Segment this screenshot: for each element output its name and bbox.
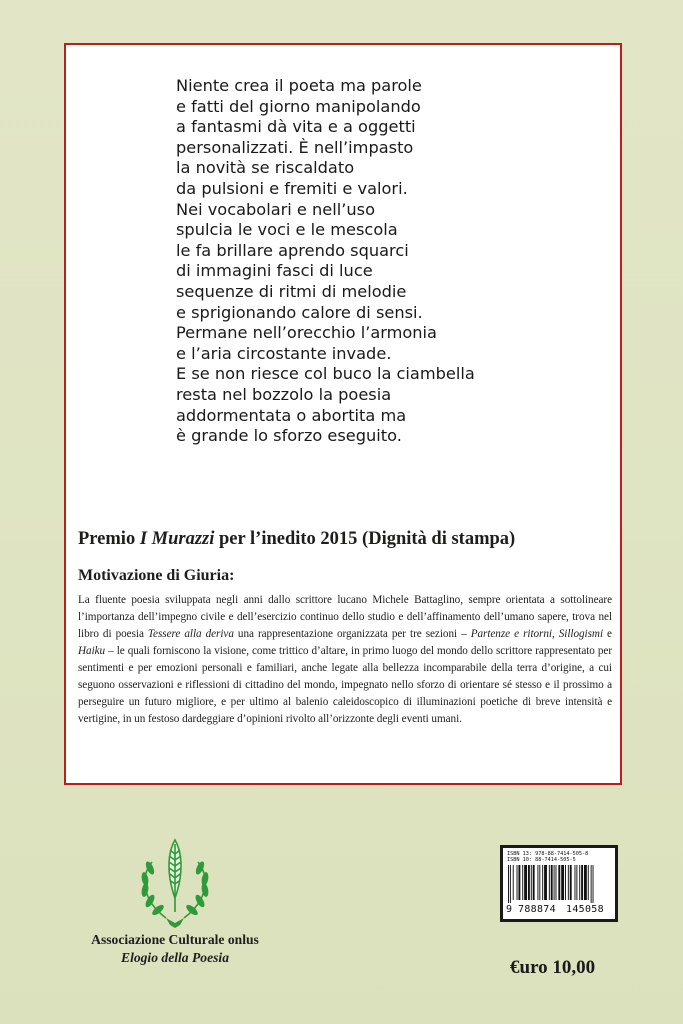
barcode-bar [549,865,550,900]
barcode-bar [558,865,560,900]
barcode-bar [524,865,527,900]
barcode-digit-first: 9 [506,904,513,915]
poem-line: sequenze di ritmi di melodie [176,281,407,301]
barcode-bar [510,865,511,903]
barcode-bar [593,865,594,903]
poem-line: resta nel bozzolo la poesia [176,384,392,404]
barcode-bar [584,865,587,900]
barcode-bar [575,865,576,900]
laurel-feather-logo-icon [130,832,220,932]
barcode-digits-group-1: 788874 [518,904,556,915]
prize-name: I Murazzi [139,529,215,549]
barcode-bar [565,865,566,900]
barcode-digits-group-2: 145058 [566,904,604,915]
book-title: Tessere alla deriva [147,628,234,640]
separator: e [603,628,612,640]
barcode-bar [539,865,540,900]
barcode-bar [554,865,555,900]
poem-line: addormentata o abortita ma [176,405,407,425]
barcode-bar [528,865,530,900]
barcode-bar [513,865,514,900]
publisher-subtitle: Elogio della Poesia [121,950,229,965]
poem-line: spulcia le voci e le mescola [176,220,398,240]
barcode-bar [556,865,557,900]
prize-heading [78,529,515,550]
poem-line: e fatti del giorno manipolando [176,96,421,116]
poem-line: le fa brillare aprendo squarci [176,240,409,260]
isbn-barcode [500,845,618,922]
poem-line: e sprigionando calore di sensi. [176,302,423,322]
separator: , [551,628,559,640]
price-label: €uro 10,00 [510,957,596,978]
barcode-bar [508,865,509,903]
barcode-bar [522,865,523,900]
section-partenze: Partenze e ritorni [470,628,552,640]
barcode-bar [518,865,520,900]
barcode-bar [533,865,535,900]
poem-line: a fantasmi dà vita e a oggetti [176,117,416,137]
prize-prefix: Premio [78,529,140,549]
poem-line: e l’aria circostante invade. [176,343,392,363]
motivation-part-2: una rappresentazione organizzata per tre sezioni – [233,628,471,640]
barcode-bars-icon [508,865,612,903]
barcode-bar [542,865,543,900]
publisher-name: Associazione Culturale onlus [91,932,259,947]
motivation-text [78,592,612,728]
isbn13-label: ISBN 13: 978-88-7414-505-8 [507,851,589,857]
poem-line: la novità se riscaldato [176,158,355,178]
section-haiku: Haiku [78,645,106,657]
poem-line: Permane nell’orecchio l’armonia [176,323,437,343]
barcode-bar [570,865,572,900]
section-sillogismi: Sillogismi [558,628,604,640]
motivation-title: Motivazione di Giuria: [78,567,235,584]
barcode-bar [537,865,538,900]
barcode-bar [551,865,553,900]
poem-line: E se non riesce col buco la ciambella [176,364,475,384]
barcode-bar [544,865,547,900]
barcode-bar [581,865,583,900]
poem-line: Nei vocabolari e nell’uso [176,199,375,219]
barcode-bar [517,865,518,900]
poem-line: da pulsioni e fremiti e valori. [176,178,408,198]
poem [176,76,475,447]
motivation-part-1: La fluente poesia sviluppata negli anni dallo scrittore lucano Michele Battaglino, sempre orientata a sottolineare l’importanza dell’impegno civile e dell’esercizio continuo dello studio e dell’affinamento dell’umano sapere, trova nel libro di poesia [78,594,612,640]
poem-line: è grande lo sforzo eseguito. [176,426,402,446]
barcode-bar [561,865,564,900]
text-frame [64,43,622,785]
motivation-part-3: – le quali forniscono la visione, come trittico d’altare, in primo luogo del mondo dello scrittore rappresentato per sentimenti e per emozioni personali e familiari, anche legate alla bellezza incomparabile della terra d’origine, a cui seguono osservazioni e riflessioni di cittadino del mondo, impegnato nello sforzo di orientare sé stesso e il prossimo a perseguire un futuro migliore, e per ultimo al balenio caleidoscopico di illuminazioni poetiche di breve intensità e vertigine, in un festoso dardeggiare d’opinioni rivolto all’orizzonte degli eventi umani. [78,645,612,725]
barcode-bar [579,865,580,900]
barcode-bar [568,865,569,900]
barcode-bar [531,865,532,900]
barcode-bar [576,865,577,900]
barcode-bar [588,865,589,900]
poem-line: personalizzati. È nell’impasto [176,137,414,157]
isbn10-label: ISBN 10: 88-7414-505-5 [507,857,576,863]
poem-line: Niente crea il poeta ma parole [176,76,422,95]
barcode-bar [591,865,592,903]
poem-line: di immagini fasci di luce [176,261,373,281]
prize-suffix: per l’inedito 2015 (Dignità di stampa) [214,529,516,549]
